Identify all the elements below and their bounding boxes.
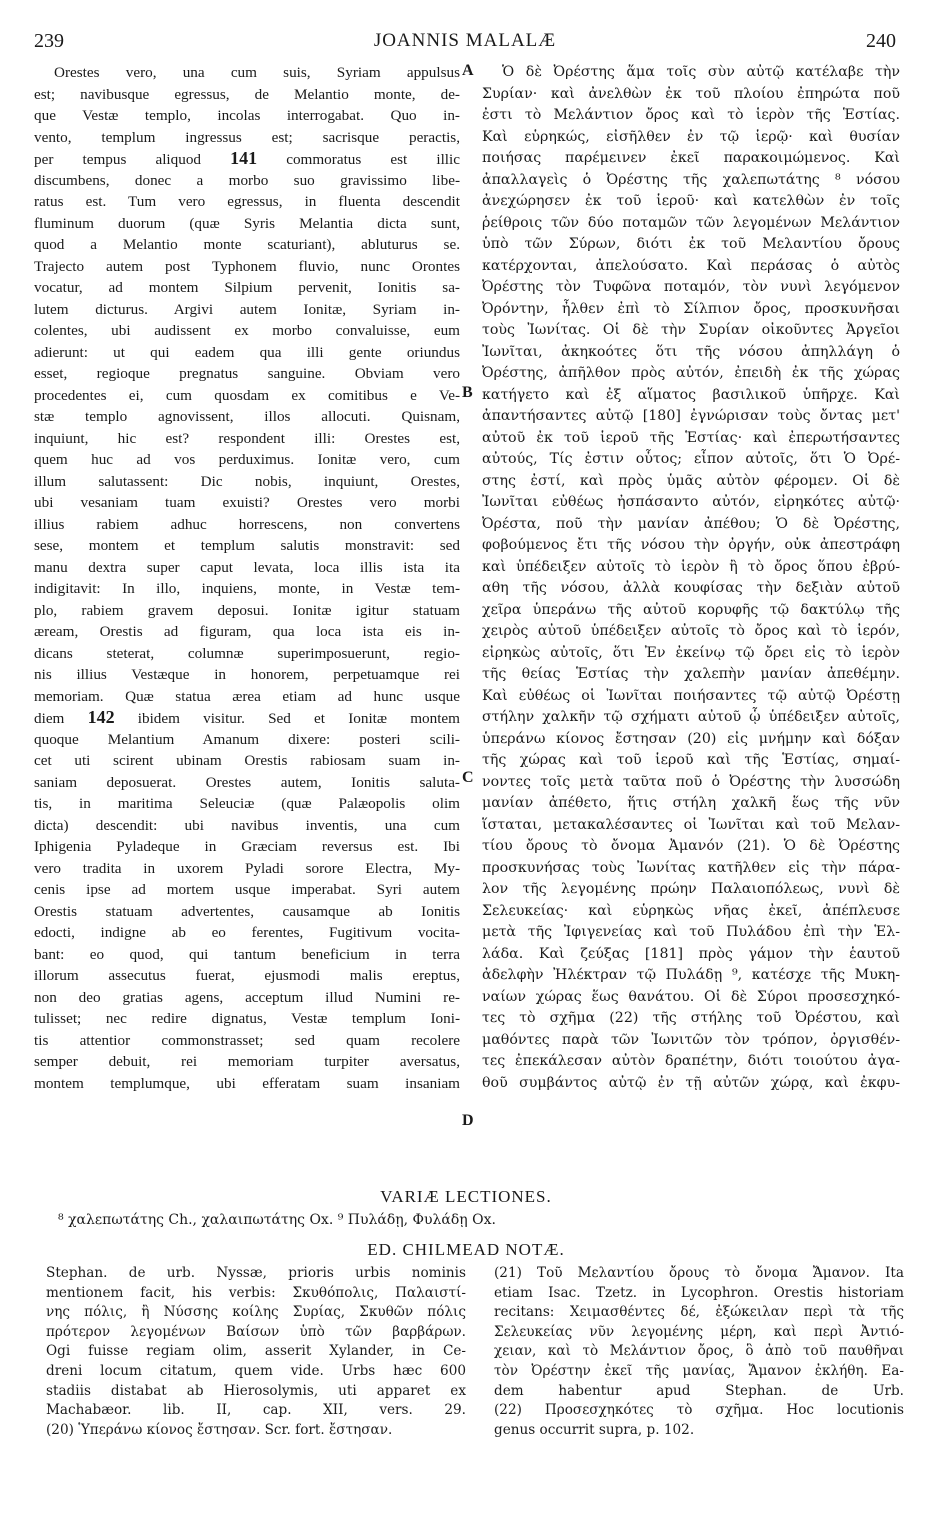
text-line: θοῦ συμβάντος αὐτῷ ἐν τῇ αὐτῶν χώρᾳ, καὶ ἐκφυ- [482,1074,900,1091]
text-line: νης πόλις, ἢ Νύσσης κοίλης Συρίας, Σκυθῶν πόλις [46,1304,466,1321]
text-line: vero tradita in uxorem Pyladi sorore Electra, My- [34,859,460,877]
text-line: Ἰωνῖται, ἀκηκοότες ὅτι τῆς νόσου ἀπηλλάγη ὁ [482,343,900,360]
text-line: στήλην χαλκῆν τῷ σχήματι αὐτοῦ ᾧ ὑπέδειξεν αὐτοῖς, [482,709,900,725]
text-line: ἀνεχώρησεν ἐκ τοῦ ἱεροῦ· καὶ κατελθὼν ἐν τοῖς [482,193,900,209]
text-line: Ogi fuisse regiam olim, asserit Xylander, in Ce- [46,1343,466,1360]
latin-text-column [34,62,460,1094]
text-line: τῆς θείας Ἑστίας τὴν χαλεπὴν μανίαν ἀπεθέμην. [482,666,900,682]
notes-heading: ED. CHILMEAD NOTÆ. [367,1240,565,1259]
text-line: manu dextra super caput levata, loca illis ista ita [34,558,460,576]
text-line: Ὀρέστης τὸν Τυφῶνα ποταμόν, τὸν νυνὶ λεγόμενον [482,279,900,295]
text-line: per tempus aliquod 141 commoratus est illic [34,148,460,168]
text-line: non deo gratias agens, acceptum illud Numini re- [34,988,460,1006]
text-line: χεῖρα ὑπεράνω τῆς αὐτοῦ κορυφῆς τῷ δακτύλῳ τῆς [482,601,900,618]
text-line: vocatur, ad montem Silpium pervenit, Ionitis sa- [34,279,460,296]
text-line: indigitavit: In illo, inquiens, monte, in Vestæ tem- [34,580,460,597]
text-line: cenis ipse ad mortem usque imperabat. Syri autem [34,881,460,898]
text-line: ὑπὸ τῶν Σύρων, διότι ἐκ τοῦ Μελαντίου ὄρους [482,236,900,252]
page-number-left: 239 [34,30,64,52]
text-line: εἰρηκὼς αὐτοῖς, ὅτι Ἐν ἐκείνῳ τῷ ὄρει εἰς τὸ ἱερὸν [482,644,900,661]
text-line: quoque Melantium Amanum dixere: posteri scili- [34,730,460,748]
text-line: montem templumque, ubi efferatam suam insaniam [34,1074,460,1092]
text-line: discumbens, donec a morbo suo gravissimo libe- [34,171,460,189]
text-line: φοβούμενος ἔτι τῆς νόσου τὴν ὀργήν, οὐκ ἀπεστράφη [482,537,900,553]
text-line: tis, in maritima Seleuciæ (quæ Palæopolis olim [34,795,460,812]
text-line: τες τὸ σχῆμα (22) τῆς στήλης τοῦ Ὀρέστου, καὶ [482,1010,900,1026]
variae-lectiones-text: ⁸ χαλεπωτάτης Ch., χαλαιπωτάτης Ox. ⁹ Πυλάδῃ, Φυλάδῃ Ox. [58,1212,496,1228]
margin-letter-b: B [462,384,473,401]
text-line: (21) Τοῦ Μελαντίου ὄρους τὸ ὄνομα Ἄμανον. Ita [494,1265,904,1281]
text-line: Σελευκείας· καὶ εὑρηκὼς νῆας ἐκεῖ, ἀπέπλευσε [482,902,900,919]
text-line: dicans steterat, columnæ superimposuerunt, regio- [34,644,460,662]
text-line: ἵσταται, μετακαλέσαντες οἱ Ἰωνῖται καὶ τοῦ Μελαν- [482,816,900,833]
text-line: καὶ ὑπέδειξεν αὐτοῖς τὸ ἱερὸν ἢ τὸ ὄρος ὅπου ἐβρύ- [482,558,900,575]
text-line: sese, montem et templum salutis monstravit: sed [34,537,460,554]
text-line: illum salutassent: Dic nobis, inquiunt, Orestes, [34,472,460,490]
text-line: Καὶ εὑρηκώς, εἰσῆλθεν ἐν τῷ ἱερῷ· καὶ θυσίαν [482,128,900,145]
text-line: τοὺς Ἰωνίτας. Οἱ δὲ τὴν Συρίαν οἰκοῦντες Ἀργεῖοι [482,322,900,338]
text-line: μετὰ τῆς Ἰφιγενείας καὶ τοῦ Πυλάδου ἐπὶ τὴν Ἑλ- [482,924,900,940]
text-line: tis attentior commonstrasset; sed quam recolere [34,1031,460,1049]
text-line: λον τῆς λεγομένης πρώην Παλαιοπόλεως, νυνὶ δὲ [482,881,900,897]
text-line: στης ἐστί, καὶ πρὸς ὑμᾶς αὐτὸν φέρομεν. Οἱ δὲ [482,472,900,489]
text-line: stæ templo agnovissent, illos allocuti. Quisnam, [34,408,460,425]
text-line: Trajecto autem post Typhonem fluvio, nunc Orontes [34,257,460,275]
text-line: Machabæor. lib. II, cap. XII, vers. 29. [46,1402,466,1419]
text-line: est; navibusque egressus, de Melantio monte, de- [34,85,460,103]
text-line: memoriam. Quæ statua ærea etiam ad hunc usque [34,687,460,705]
notes-left-column [46,1264,466,1440]
text-line: bant: eo quod, qui tantum beneficium in terra [34,945,460,963]
text-line: inquiunt, hic est? respondent illi: Orestes est, [34,429,460,447]
text-line: Ἰωνῖται εὐθέως ἠσπάσαντο αὐτόν, εἰρηκότες αὐτῷ· [482,494,900,510]
text-line: Συρίαν· καὶ ἀνελθὼν ἐκ τοῦ πλοίου ἐπηρώτα ποῦ [482,85,900,102]
text-line: (22) Προσεσχηκότες τὸ σχῆμα. Hoc locutionis [494,1402,904,1419]
text-line: ὑπεράνω κίονος ἔστησαν (20) εἰς μνήμην καὶ δόξαν [482,730,900,747]
text-line: τῆς χώρας καὶ τοῦ ἱεροῦ καὶ τῆς Ἑστίας, σημαί- [482,752,900,768]
text-line: ἀπαντήσαντες αὐτῷ [180] ἐγνώρισαν τοὺς ὄντας μετ' [482,408,900,424]
text-line: Καὶ εὐθέως οἱ Ἰωνῖται ποιήσαντες τῷ αὐτῷ Ὀρέστῃ [482,687,900,704]
text-line: (20) Ὑπεράνω κίονος ἔστησαν. Scr. fort. ἔστησαν. [46,1421,393,1438]
text-line: ναίων χώρας ἕως θανάτου. Οἱ δὲ Σύροι προσεσχηκό- [482,988,900,1005]
text-line: χειαν, καὶ τὸ Μελάντιον ὄρος, ὃ ἀπὸ τοῦ παυθῆναι [494,1343,904,1360]
text-line: Ὀρόντην, ἦλθεν ἐπὶ τὸ Σίλπιον ὄρος, προσκυνῆσαι [482,300,900,317]
text-line: æream, Orestis ad figuram, qua loca ista eis in- [34,623,460,640]
variae-lectiones-heading: VARIÆ LECTIONES. [380,1187,552,1206]
text-line: adierunt: ut qui eadem qua illi gente oriundus [34,343,460,361]
text-line: dicta) descendit: ubi navibus inventis, una cum [34,816,460,834]
text-line: τὸν Ὀρέστην ἐκεῖ τῆς μανίας, Ἄμανον ἐκλήθη. Ea- [494,1362,904,1379]
text-line: quod a Melantio monte scaturiant), abluturus se. [34,236,460,253]
margin-letter-d: D [462,1112,474,1129]
text-line: diem 142 ibidem visitur. Sed et Ionitæ montem [34,707,460,727]
text-line: νοντες τοῖς μετὰ ταῦτα ποῦ ὁ Ὀρέστης τὴν λυσσώδη [482,773,900,790]
page-number-right: 240 [866,30,896,52]
text-line: Orestis statuam advertentes, causamque ab Ionitis [34,902,460,920]
text-line: tulisset; nec redire dignatus, Vestæ templum Ioni- [34,1010,460,1027]
text-line: ἐστι τὸ Μελάντιον ὄρος καὶ τὸ ἱερὸν τῆς Ἑστίας. [482,107,900,123]
text-line: κατήγετο καὶ ἐξ αἵματος βασιλικοῦ ὑπῆρχε. Καὶ [482,386,900,403]
text-line: genus occurrit supra, p. 102. [494,1421,695,1438]
text-line: ratus est. Tum vero egressus, in fluenta descendit [34,193,460,210]
greek-text-column [482,62,900,1094]
text-line: mentionem facit, his verbis: Σκυθόπολις, Παλαιστί- [46,1284,466,1301]
text-line: Ὁ δὲ Ὀρέστης ἅμα τοῖς σὺν αὐτῷ κατέλαβε τὴν [502,64,900,80]
text-line: edocti, indigne ab eo ferentes, Fugitivum vocita- [34,924,460,941]
text-line: illius rabiem adhuc horrescens, non convertens [34,515,460,533]
running-header [34,30,896,56]
text-line: χειρὸς αὐτοῦ ὑπέδειξεν αὐτοῖς τὸ ὄρος καὶ τὸ ἱερόν, [482,623,900,639]
text-line: Stephan. de urb. Nyssæ, prioris urbis nominis [46,1265,466,1281]
text-line: plo, rabiem gravem deposui. Ionitæ igitur statuam [34,601,460,619]
text-line: Orestes vero, una cum suis, Syriam appulsus [54,64,460,81]
text-line: cet uti scirent ubinam Orestis rabiosam suam in- [34,752,460,769]
page-marker: 141 [230,148,258,168]
text-line: dem habentur apud Stephan. de Urb. [494,1382,904,1399]
text-line: colentes, ubi audissent ex morbo convaluisse, eum [34,322,460,339]
notes-right-column [494,1264,904,1440]
text-line: κατέρχονται, ἀπελούσατο. Καὶ περάσας ὁ αὐτὸς [482,257,900,274]
text-line: Ὀρέστα, ποῦ τὴν μανίαν ἀπέθου; Ὁ δὲ Ὀρέστης, [482,515,900,532]
text-line: Ὀρέστης, ἀπῆλθον πρὸς αὐτόν, ἐπειδὴ ἐκ τῆς χώρας [482,365,900,381]
page-marker: 142 [87,707,115,727]
text-line: illorum assecutus fuerat, ejusmodi malis ereptus, [34,967,460,984]
text-line: vento, templum ingressus est; sacrisque peractis, [34,128,460,146]
text-line: nis illius Vestæque in honorem, perpetuamque rei [34,666,460,683]
text-line: etiam Isac. Tzetz. in Lycophron. Orestis historiam [494,1284,904,1301]
text-line: ubi vesaniam tuam exuisti? Orestes vero morbi [34,494,460,511]
text-line: ἀδελφὴν Ἠλέκτραν τῷ Πυλάδῃ ⁹, κατέσχε τῆς Μυκη- [482,967,900,983]
text-line: τίου ὄρους τὸ ὄνομα Ἀμανόν (21). Ὁ δὲ Ὀρέστης [482,838,900,854]
text-line: que Vestæ templo, incolas interrogabat. Quo in- [34,107,460,124]
text-line: dreni locum citatum, quem vide. Urbs hæc 600 [46,1362,466,1379]
text-line: fluminum duorum (quæ Syris Melantia dicta sunt, [34,214,460,232]
text-line: αὐτοῦ ἐκ τοῦ ἱεροῦ τῆς Ἑστίας· καὶ ἐπερωτήσαντες [482,429,900,446]
text-line: quem huc ad vos perduximus. Ionitæ vero, cum [34,451,460,468]
text-line: αὐτούς, Τίς ἐστιν οὗτος; εἶπον αὐτοῖς, ὅτι Ὁ Ὀρέ- [482,451,900,467]
text-line: Iphigenia Pyladeque in Græciam reversus est. Ibi [34,838,460,855]
text-line: ποιήσας παρέμεινεν ἐκεῖ παρακοιμώμενος. Καὶ [482,150,900,166]
text-line: τες ἐπεκάλεσαν αὐτὸν δραπέτην, διότι τοιούτου ἀγα- [482,1053,900,1069]
text-line: πρότερον λεγομένων Βαίσων ὑπὸ τῶν βαρβάρων. [46,1323,466,1340]
text-line: semper debuit, rei memoriam turpiter aversatus, [34,1053,460,1070]
text-line: stadiis distabat ab Hierosolymis, uti apparet ex [46,1382,466,1399]
text-line: Σελευκείας νῦν λεγομένης μέρη, καὶ περὶ Ἀντιό- [494,1323,904,1340]
text-line: saniam deposuerat. Orestes autem, Ionitis saluta- [34,773,460,791]
text-line: προσκυνήσας τοὺς Ἰωνίτας κατῆλθεν εἰς τὴν πάρα- [482,859,900,876]
text-line: lutem dicturus. Argivi autem Ionitæ, Syriam in- [34,300,460,318]
running-title: JOANNIS MALALÆ [373,30,557,51]
text-line: esset, regioque pregnatus sanguine. Obviam vero [34,365,460,382]
text-line: μαθόντες παρὰ τῶν Ἰωνιτῶν τὸν τρόπον, ὀργισθέν- [482,1031,900,1048]
text-line: procedentes ei, cum quosdam ex comitibus e Ve- [34,386,460,404]
text-line: μανίαν ἀπέθετο, ἥτις στήλη χαλκῆ ἕως τῆς νῦν [482,795,900,811]
text-line: αθη τῆς νόσου, ἀλλὰ κουφίσας τὴν δεξιὰν αὐτοῦ [482,580,900,596]
margin-letter-a: A [462,62,474,79]
text-line: λάδα. Καὶ ζεύξας [181] πρὸς γάμον τὴν ἑαυτοῦ [482,945,900,962]
text-line: recitans: Χειμασθέντες δέ, ἐξώκειλαν περὶ τὰ τῆς [494,1304,904,1321]
text-line: ἀπαλλαγεὶς ὁ Ὀρέστης τῆς χαλεπωτάτης ⁸ νόσου [482,171,900,188]
margin-letter-c: C [462,769,474,786]
text-line: ῥείθροις τῶν δύο ποταμῶν τῶν λεγομένων Μελάντιον [482,214,900,231]
